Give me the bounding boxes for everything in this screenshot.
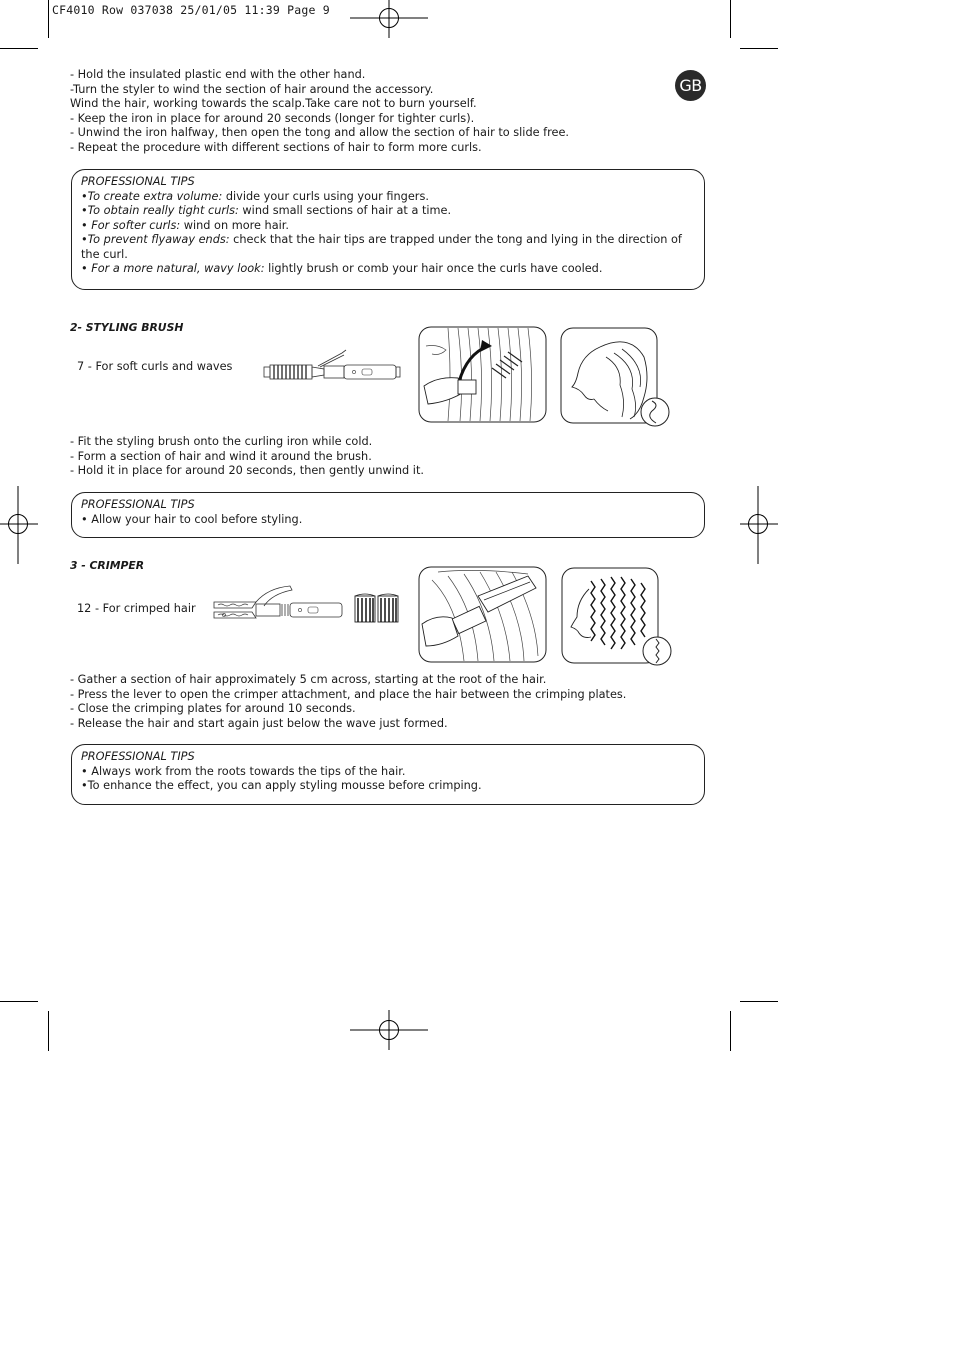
language-badge: GB	[675, 70, 706, 101]
styling-brush-caption: 7 - For soft curls and waves	[77, 360, 233, 373]
instruction-line: - Fit the styling brush onto the curling iron while cold.	[70, 435, 373, 448]
tips-title: PROFESSIONAL TIPS	[81, 750, 195, 763]
tip-item: the curl.	[81, 247, 128, 261]
tip-item: •To obtain really tight curls: wind small sections of hair at a time.	[81, 204, 452, 217]
instruction-line: - Unwind the iron halfway, then open the tong and allow the section of hair to slide free.	[70, 126, 570, 139]
instruction-line: - Release the hair and start again just below the wave just formed.	[70, 716, 448, 730]
registration-mark-bottom	[350, 1010, 430, 1050]
tip-item: • Always work from the roots towards the tips of the hair.	[81, 764, 406, 778]
tip-item: • For softer curls: wind on more hair.	[81, 218, 289, 232]
instruction-line: - Hold the insulated plastic end with the other hand.	[70, 68, 366, 81]
instruction-line: Wind the hair, working towards the scalp.Take care not to burn yourself.	[70, 97, 477, 110]
professional-tips-box	[71, 492, 705, 538]
print-slug: CF4010 Row 037038 25/01/05 11:39 Page 9	[52, 3, 330, 17]
tip-item: •To prevent flyaway ends: check that the hair tips are trapped under the tong and lying in the direction of	[81, 233, 682, 246]
instruction-line: - Form a section of hair and wind it around the brush.	[70, 449, 372, 463]
professional-tips-box	[71, 744, 705, 805]
crimper-accessory-illustration	[210, 582, 345, 628]
instruction-line: - Keep the iron in place for around 20 seconds (longer for tighter curls).	[70, 111, 475, 125]
tips-title: PROFESSIONAL TIPS	[81, 175, 195, 188]
brush-winding-hair-illustration	[418, 326, 548, 424]
soft-curls-result-illustration	[560, 327, 672, 429]
professional-tips-box	[71, 169, 705, 290]
intro-instructions	[70, 68, 569, 155]
instruction-line: - Repeat the procedure with different sections of hair to form more curls.	[70, 140, 482, 154]
instruction-line: - Gather a section of hair approximately 5 cm across, starting at the root of the hair.	[70, 673, 547, 686]
registration-mark-right	[738, 486, 778, 566]
crimped-hair-result-illustration	[561, 567, 673, 669]
tip-item: •To create extra volume: divide your curls using your fingers.	[81, 189, 429, 203]
crimper-plates-illustration	[354, 592, 400, 624]
instruction-line: - Hold it in place for around 20 seconds, then gently unwind it.	[70, 464, 424, 477]
styling-brush-accessory-illustration	[262, 347, 402, 387]
crimper-caption: 12 - For crimped hair	[77, 602, 196, 615]
styling-brush-instructions	[70, 435, 424, 479]
registration-mark-top	[350, 0, 430, 40]
tip-item: •To enhance the effect, you can apply styling mousse before crimping.	[81, 779, 482, 792]
tip-item: • Allow your hair to cool before styling.	[81, 512, 303, 526]
instruction-line: - Close the crimping plates for around 10 seconds.	[70, 702, 356, 715]
section-heading-styling-brush: 2- STYLING BRUSH	[70, 321, 184, 334]
section-heading-crimper: 3 - CRIMPER	[70, 559, 145, 572]
tip-item: • For a more natural, wavy look: lightly brush or comb your hair once the curls have cooled.	[81, 262, 603, 275]
registration-mark-left	[0, 486, 40, 566]
crimper-instructions	[70, 673, 626, 731]
instruction-line: - Press the lever to open the crimper attachment, and place the hair between the crimping plates.	[70, 687, 627, 701]
tips-title: PROFESSIONAL TIPS	[81, 498, 195, 511]
crimper-using-hair-illustration	[418, 566, 548, 664]
instruction-line: -Turn the styler to wind the section of hair around the accessory.	[70, 82, 434, 96]
